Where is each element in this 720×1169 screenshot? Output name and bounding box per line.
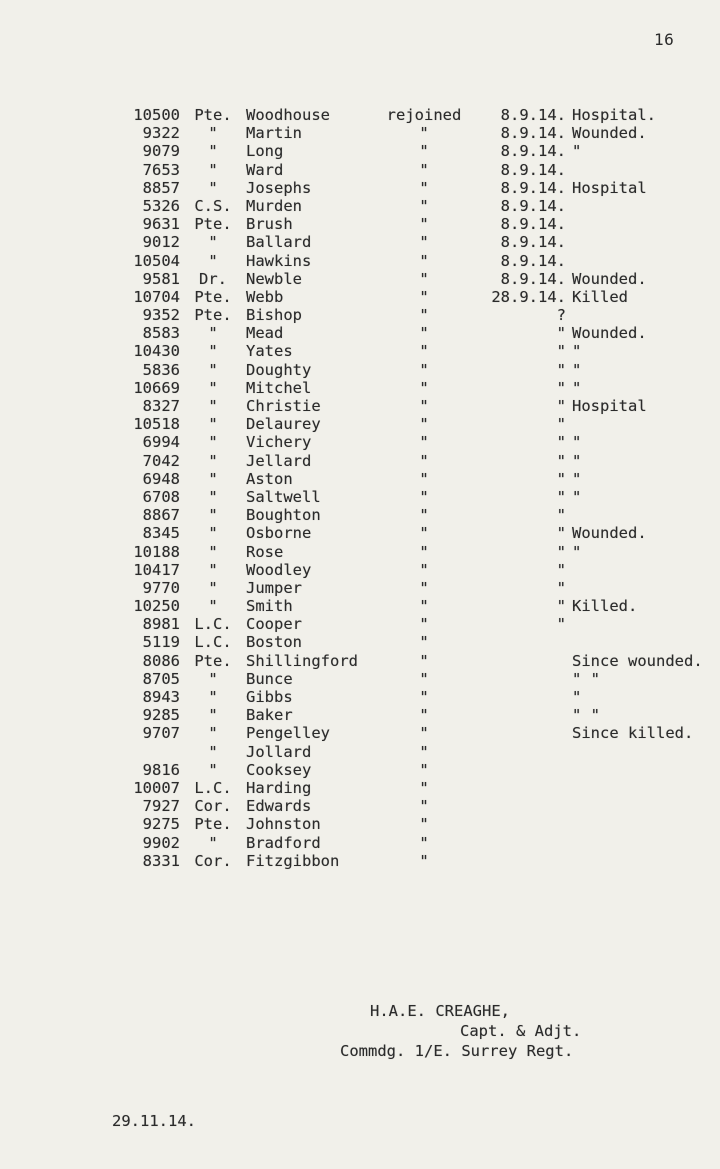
rank: " [208,542,218,561]
service-number: 8331 [142,851,180,870]
list-item [0,688,720,706]
remark: Hospital [572,178,647,197]
list-item [0,342,720,360]
list-item [0,179,720,197]
service-number: 10500 [133,106,180,124]
status: " [419,269,429,288]
list-item [0,197,720,215]
surname: Johnston [246,815,321,834]
date: " [556,397,566,415]
rank: C.S. [194,196,232,215]
status: " [419,215,429,234]
status: " [419,360,429,379]
surname: Cooper [246,615,302,634]
list-item [0,415,720,433]
surname: Woodley [246,560,312,579]
list-item [0,124,720,142]
surname: Woodhouse [246,106,330,124]
status: " [419,778,429,797]
status: " [419,833,429,852]
list-item [0,834,720,852]
service-number: 10250 [133,597,180,616]
date: " [556,324,566,343]
surname: Mitchel [246,378,312,397]
surname: Boston [246,633,302,652]
remark: Wounded. [572,269,647,288]
status: " [419,124,429,143]
service-number: 9322 [142,124,180,143]
status: " [419,506,429,525]
surname: Vichery [246,433,312,452]
rank: Dr. [199,269,227,288]
surname: Christie [246,397,321,415]
rank: " [208,669,218,688]
rank: " [208,433,218,452]
list-item [0,524,720,542]
rank: " [208,415,218,434]
service-number: 7042 [142,451,180,470]
rank: " [208,688,218,706]
remark: " " [572,669,600,688]
status: " [419,306,429,325]
status: " [419,815,429,834]
date: " [556,487,566,506]
date: " [556,578,566,597]
status: " [419,851,429,870]
date: " [556,560,566,579]
rank: " [208,378,218,397]
list-item [0,815,720,833]
status: " [419,560,429,579]
remark: " [572,542,582,561]
date: 8.9.14. [500,251,566,270]
status: " [419,415,429,434]
service-number: 8981 [142,615,180,634]
service-number: 8867 [142,506,180,525]
surname: Josephs [246,178,312,197]
status: " [419,451,429,470]
rank: " [208,597,218,616]
status: " [419,633,429,652]
service-number: 9079 [142,142,180,161]
rank: " [208,578,218,597]
service-number: 8943 [142,688,180,706]
rank: " [208,233,218,252]
list-item [0,433,720,451]
status: " [419,324,429,343]
list-item [0,797,720,815]
status: " [419,688,429,706]
rank: " [208,342,218,361]
surname: Mead [246,324,284,343]
status: " [419,524,429,543]
remark: Wounded. [572,324,647,343]
list-item [0,852,720,870]
date: 8.9.14. [500,178,566,197]
surname: Saltwell [246,487,321,506]
rank: " [208,560,218,579]
surname: Bradford [246,833,321,852]
surname: Aston [246,469,293,488]
list-item [0,761,720,779]
service-number: 9770 [142,578,180,597]
date: 8.9.14. [500,269,566,288]
list-item [0,142,720,160]
remark: " [572,360,582,379]
list-item [0,233,720,251]
rank: " [208,124,218,143]
service-number: 10430 [133,342,180,361]
rank: " [208,506,218,525]
surname: Long [246,142,284,161]
service-number: 7653 [142,160,180,179]
rank: " [208,469,218,488]
remark: " " [572,706,600,725]
casualty-list [0,106,720,870]
list-item [0,706,720,724]
date: " [556,342,566,361]
service-number: 6994 [142,433,180,452]
rank: Pte. [194,215,232,234]
list-item [0,306,720,324]
rank: Cor. [194,797,232,816]
date: " [556,433,566,452]
date: " [556,524,566,543]
surname: Harding [246,778,312,797]
list-item [0,543,720,561]
status: " [419,287,429,306]
date: 8.9.14. [500,106,566,124]
status: " [419,251,429,270]
service-number: 9275 [142,815,180,834]
status: " [419,487,429,506]
list-item [0,579,720,597]
document-date: 29.11.14. [112,1112,196,1130]
list-item [0,215,720,233]
status: " [419,615,429,634]
date: " [556,597,566,616]
list-item [0,161,720,179]
surname: Boughton [246,506,321,525]
status: " [419,233,429,252]
rank: Pte. [194,651,232,670]
signatory-title: Capt. & Adjt. [460,1022,582,1040]
service-number: 8857 [142,178,180,197]
rank: Pte. [194,287,232,306]
remark: Hospital [572,397,647,415]
status: " [419,542,429,561]
rank: Pte. [194,815,232,834]
rank: " [208,360,218,379]
list-item [0,379,720,397]
surname: Ballard [246,233,312,252]
remark: Killed [572,287,628,306]
rank: " [208,833,218,852]
list-item [0,270,720,288]
service-number: 9902 [142,833,180,852]
remark: Wounded. [572,524,647,543]
list-item [0,743,720,761]
service-number: 9631 [142,215,180,234]
list-item [0,106,720,124]
service-number: 5119 [142,633,180,652]
rank: " [208,742,218,761]
service-number: 10704 [133,287,180,306]
service-number: 9285 [142,706,180,725]
rank: Cor. [194,851,232,870]
status: " [419,724,429,743]
date: 8.9.14. [500,142,566,161]
surname: Gibbs [246,688,293,706]
service-number: 6708 [142,487,180,506]
list-item [0,288,720,306]
status: " [419,378,429,397]
status: " [419,178,429,197]
rank: " [208,178,218,197]
remark: " [572,342,582,361]
remark: " [572,469,582,488]
status: " [419,760,429,779]
list-item [0,633,720,651]
surname: Edwards [246,797,312,816]
surname: Baker [246,706,293,725]
service-number: 8327 [142,397,180,415]
list-item [0,597,720,615]
date: 8.9.14. [500,233,566,252]
list-item [0,470,720,488]
rank: L.C. [194,615,232,634]
status: " [419,196,429,215]
rank: " [208,324,218,343]
surname: Bunce [246,669,293,688]
remark: Since killed. [572,724,694,743]
status: " [419,342,429,361]
remark: Hospital. [572,106,656,124]
service-number: 9012 [142,233,180,252]
remark: " [572,433,582,452]
surname: Delaurey [246,415,321,434]
service-number: 10007 [133,778,180,797]
surname: Osborne [246,524,312,543]
rank: " [208,160,218,179]
surname: Fitzgibbon [246,851,340,870]
list-item [0,324,720,342]
surname: Yates [246,342,293,361]
service-number: 10188 [133,542,180,561]
list-item [0,561,720,579]
rank: " [208,142,218,161]
surname: Jumper [246,578,302,597]
list-item [0,670,720,688]
service-number: 8583 [142,324,180,343]
date: 8.9.14. [500,160,566,179]
list-item [0,252,720,270]
status: rejoined [386,106,462,124]
surname: Jellard [246,451,312,470]
list-item [0,452,720,470]
list-item [0,361,720,379]
signatory-unit: Commdg. 1/E. Surrey Regt. [340,1042,574,1060]
rank: " [208,724,218,743]
surname: Webb [246,287,284,306]
list-item [0,652,720,670]
status: " [419,706,429,725]
service-number: 8086 [142,651,180,670]
status: " [419,669,429,688]
date: ? [556,306,566,325]
surname: Brush [246,215,293,234]
service-number: 10669 [133,378,180,397]
rank: " [208,524,218,543]
service-number: 5836 [142,360,180,379]
rank: Pte. [194,106,232,124]
status: " [419,597,429,616]
date: 8.9.14. [500,124,566,143]
service-number: 10504 [133,251,180,270]
remark: Since wounded. [572,651,703,670]
date: 28.9.14. [491,287,566,306]
surname: Pengelley [246,724,330,743]
service-number: 10518 [133,415,180,434]
remark: Killed. [572,597,638,616]
surname: Rose [246,542,284,561]
date: " [556,451,566,470]
status: " [419,742,429,761]
status: " [419,469,429,488]
date: " [556,506,566,525]
service-number: 9816 [142,760,180,779]
rank: " [208,760,218,779]
remark: " [572,142,582,161]
date: " [556,360,566,379]
surname: Martin [246,124,302,143]
surname: Murden [246,196,302,215]
list-item [0,488,720,506]
remark: " [572,487,582,506]
surname: Hawkins [246,251,312,270]
service-number: 8345 [142,524,180,543]
list-item [0,724,720,742]
service-number: 10417 [133,560,180,579]
status: " [419,433,429,452]
remark: " [572,688,582,706]
date: " [556,378,566,397]
remark: " [572,451,582,470]
remark: " [572,378,582,397]
rank: " [208,451,218,470]
service-number: 9352 [142,306,180,325]
date: " [556,469,566,488]
service-number: 5326 [142,196,180,215]
rank: L.C. [194,633,232,652]
signatory-name: H.A.E. CREAGHE, [370,1002,510,1020]
date: " [556,542,566,561]
rank: " [208,397,218,415]
service-number: 9707 [142,724,180,743]
rank: " [208,251,218,270]
list-item [0,779,720,797]
surname: Newble [246,269,302,288]
service-number: 9581 [142,269,180,288]
list-item [0,615,720,633]
surname: Ward [246,160,284,179]
surname: Cooksey [246,760,312,779]
status: " [419,397,429,415]
page-number: 16 [654,30,675,49]
surname: Smith [246,597,293,616]
rank: " [208,487,218,506]
service-number: 7927 [142,797,180,816]
rank: Pte. [194,306,232,325]
status: " [419,142,429,161]
surname: Bishop [246,306,302,325]
surname: Shillingford [246,651,358,670]
date: " [556,415,566,434]
status: " [419,797,429,816]
status: " [419,578,429,597]
list-item [0,397,720,415]
rank: L.C. [194,778,232,797]
service-number: 6948 [142,469,180,488]
date: " [556,615,566,634]
date: 8.9.14. [500,215,566,234]
status: " [419,160,429,179]
surname: Doughty [246,360,312,379]
surname: Jollard [246,742,312,761]
list-item [0,506,720,524]
status: " [419,651,429,670]
rank: " [208,706,218,725]
service-number: 8705 [142,669,180,688]
date: 8.9.14. [500,196,566,215]
remark: Wounded. [572,124,647,143]
